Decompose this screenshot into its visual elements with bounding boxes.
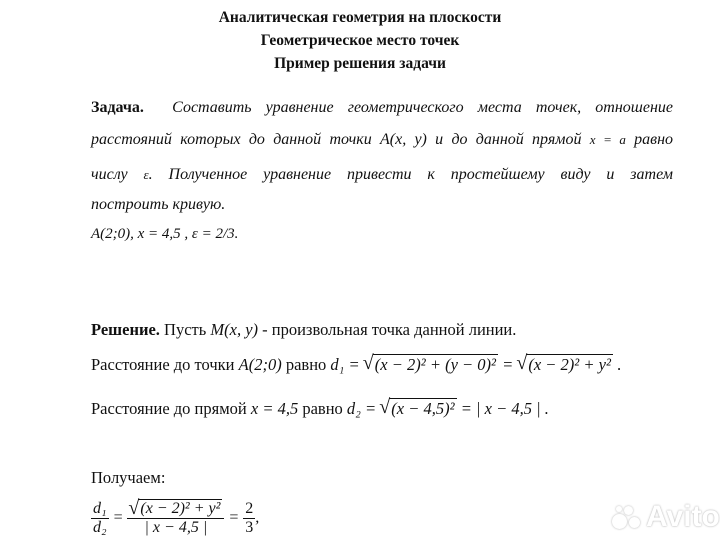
line-value: x = 4,5: [250, 399, 299, 418]
document-subtitle: Геометрическое место точек: [260, 32, 460, 49]
line-formula: x = a: [589, 132, 626, 147]
denominator: d₂: [93, 519, 107, 536]
avito-logo-icon: [612, 504, 642, 530]
task-line-2: [91, 131, 673, 149]
task-line-4: построить кривую.: [91, 196, 226, 213]
solution-line-4: Получаем:: [91, 468, 166, 487]
sqrt-formula: [380, 399, 456, 419]
task-text: равно: [634, 131, 674, 148]
sqrt-formula: [517, 355, 613, 375]
radicand: (x − 4,5)²: [391, 399, 455, 418]
numerator: 2: [245, 500, 254, 517]
radicand: (x − 2)² + (y − 0)²: [374, 355, 496, 374]
solution-line-3: [91, 399, 549, 419]
epsilon-symbol: ε: [143, 167, 149, 182]
task-label: Задача.: [91, 99, 144, 116]
radicand: (x − 2)² + y²: [140, 500, 221, 517]
fraction-d1-d2: [91, 500, 109, 537]
abs-value-formula: = | x − 4,5 | .: [460, 399, 549, 418]
fraction-two-thirds: [243, 500, 255, 537]
task-text: Составить уравнение геометрического места точек, отношение: [172, 99, 673, 116]
point-a-formula: A(x, y): [379, 131, 427, 148]
radicand: (x − 2)² + y²: [528, 355, 611, 374]
task-line-1: [91, 99, 673, 117]
watermark-text: Avito: [646, 500, 720, 533]
d1-label: d₁ =: [330, 355, 360, 374]
solution-text: - произвольная точка данной линии.: [262, 320, 517, 339]
solution-text: Расстояние до прямой: [91, 399, 247, 418]
ratio-equation: $\frac{\text{d₁}}{\text{d₂}}$ = √ $\frac{\text{(x − 2)² + y²}}{| x - 4,5 |}$ = $\frac{2}{3}$ ,: [91, 500, 259, 537]
document-title: Аналитическая геометрия на плоскости: [218, 9, 502, 26]
numerator: [127, 500, 224, 519]
numerator: d₁: [93, 500, 107, 517]
task-line-3: [91, 166, 673, 184]
task-parameters: A(2;0), x = 4,5 , ε = 2/3.: [91, 226, 239, 242]
denominator: | x − 4,5 |: [144, 519, 208, 536]
denominator: 3: [245, 519, 254, 536]
solution-text: Пусть: [164, 320, 207, 339]
solution-line-1: [91, 320, 516, 340]
task-text: . Полученное уравнение привести к простейшему виду и затем: [148, 166, 673, 183]
sqrt-formula: [364, 355, 498, 375]
task-text: расстояний которых до данной точки: [91, 131, 372, 148]
solution-text: равно: [285, 355, 327, 374]
fraction-distance: [127, 500, 224, 537]
solution-text: Расстояние до точки: [91, 355, 235, 374]
d2-label: d₂ =: [346, 399, 377, 418]
avito-watermark: [612, 500, 720, 534]
point-a-value: A(2;0): [238, 355, 282, 374]
point-m-formula: M(x, y): [210, 320, 259, 339]
task-text: числу: [91, 166, 128, 183]
solution-text: равно: [302, 399, 343, 418]
document-section-title: Пример решения задачи: [274, 55, 446, 72]
task-text: и до данной прямой: [435, 131, 582, 148]
solution-label: Решение.: [91, 320, 160, 339]
solution-line-2: Расстояние до точки A(2;0) равно d₁ = √ (x − 2)² + (y − 0)² = √ (x − 2)² + y² .: [91, 355, 621, 375]
